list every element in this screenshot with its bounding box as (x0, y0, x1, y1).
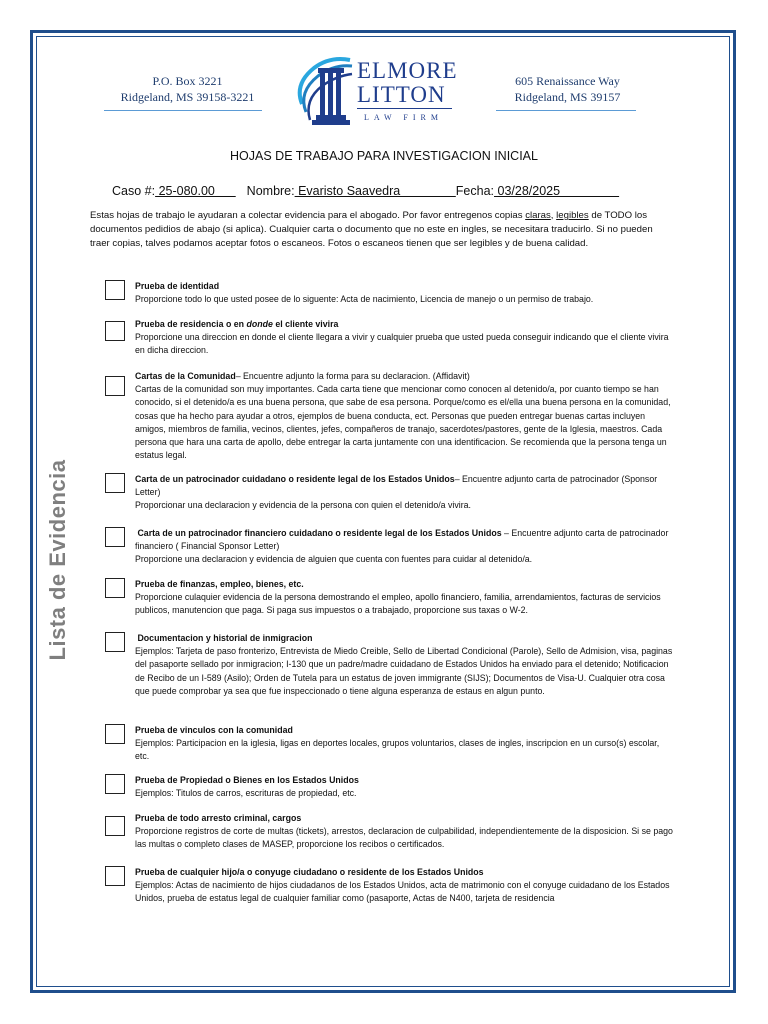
logo-rule (357, 108, 452, 109)
item-description: Ejemplos: Titulos de carros, escrituras de propiedad, etc. (135, 788, 357, 799)
checklist-item-text (135, 318, 675, 358)
firm-logo (292, 54, 462, 130)
checkbox[interactable] (105, 632, 125, 652)
item-title: Prueba de residencia o en donde el cliente vivira (135, 319, 339, 329)
checklist-item-text (135, 724, 675, 764)
checklist-item-text (135, 527, 675, 567)
right-address-line2: Ridgeland, MS 39157 (514, 90, 621, 104)
item-description: Ejemplos: Actas de nacimiento de hijos ciudadanos de los Estados Unidos, acta de matrimonio con el conyuge cuidadano de los Estados Unidos, prueba de estatus legal de cualquier familiar como (pasaporte, Actas de N400, tarjeta de residencia (135, 880, 670, 904)
intro-underline-legibles: legibles (556, 210, 589, 221)
item-description: Proporcione registros de corte de multas (tickets), arrestos, declaracion de culpabilidad, independientemente de la disposicion. Si se pago las multas o completo clases de MASEP, proporcione los recibos o certificados. (135, 826, 673, 850)
sidebar-label: Lista de Evidencia (45, 459, 70, 661)
left-address-line1: P.O. Box 3221 (152, 74, 223, 88)
item-title: Prueba de todo arresto criminal, cargos (135, 813, 302, 823)
intro-text-2: , (550, 210, 557, 221)
left-address (100, 73, 275, 105)
checklist-item-text (135, 280, 675, 306)
checkbox[interactable] (105, 816, 125, 836)
item-description: Ejemplos: Participacion en la iglesia, ligas en deportes locales, grupos voluntarios, clases de ingles, inscripcion en un curso(s) escolar, etc. (135, 738, 660, 762)
item-title-tail: – Encuentre adjunto carta de patrocinador financiero ( Financial Sponsor Letter) (135, 528, 669, 552)
checkbox[interactable] (105, 527, 125, 547)
item-title: Prueba de cualquier hijo/a o conyuge ciudadano o residente de los Estados Unidos (135, 867, 484, 877)
logo-word-elmore: ELMORE (357, 58, 458, 83)
right-address-rule (496, 110, 636, 111)
item-title-tail: – Encuentre adjunto carta de patrocinador (Sponsor Letter) (135, 474, 658, 498)
pillar-swirl-logo-icon (292, 54, 358, 130)
checklist-item-text (135, 774, 675, 800)
logo-word-litton: LITTON (357, 82, 446, 107)
left-address-line2: Ridgeland, MS 39158-3221 (120, 90, 255, 104)
item-description: Proporcione todo lo que usted posee de lo siguente: Acta de nacimiento, Licencia de manejo o un permiso de trabajo. (135, 294, 594, 305)
checkbox[interactable] (105, 866, 125, 886)
date-label: Fecha: (455, 184, 495, 198)
item-title: Carta de un patrocinador cuidadano o residente legal de los Estados Unidos (135, 474, 455, 484)
intro-underline-claras: claras (525, 210, 551, 221)
checklist-item-text (135, 632, 675, 698)
item-description: Cartas de la comunidad son muy importantes. Cada carta tiene que mencionar como conocen al detenido/a, por cuanto tiempo se han conocido, si el detenido/a es una buena persona, que sabe de esa persona. Porque/como es el/ella una buena persona en la comunidad, cosas que ha hecho para ayudar a otros, ejemplos de buena conducta, ect. Personas que pueden entregar buenas cartas incluyen amigos, miembros de familia, vecinos, clientes, jefes, compañeros de tranajo, sacerdotes/pastores, gente de la Iglesia, maestros. Cada persona que hara una carta de apollo, debe entregar la carta juntamente con una identificacion. Se recomienda que la persona tenga un estatus legal. (135, 384, 671, 461)
name-label: Nombre: (246, 184, 295, 198)
name-value[interactable]: Evaristo Saavedra (294, 184, 456, 198)
item-title: Prueba de identidad (135, 281, 220, 291)
left-address-rule (104, 110, 262, 111)
item-title: Cartas de la Comunidad (135, 371, 236, 381)
intro-text-3: de TODO los documentos pedidios de abajo (si aplica). Cualquier carta o documento que no este en ingles, se necesitara traducirlo. Si no pueden traer copias, talves podamos aceptar fotos o escaneos. Fotos o escaneos tienen que ser legibles y de buena calidad. (90, 210, 653, 249)
item-title: Prueba de Propiedad o Bienes en los Estados Unidos (135, 775, 359, 785)
checkbox[interactable] (105, 321, 125, 341)
checkbox[interactable] (105, 774, 125, 794)
checklist-item-text (135, 578, 675, 618)
checkbox[interactable] (105, 376, 125, 396)
case-number-label: Caso #: (112, 184, 156, 198)
item-title: Carta de un patrocinador financiero cuidadano o residente legal de los Estados Unidos (135, 528, 502, 538)
logo-word-law-firm: LAW FIRM (364, 113, 443, 122)
item-description: Proporcionar una declaracion y evidencia de la persona con quien el detenido/a vivira. (135, 500, 471, 511)
right-address-line1: 605 Renaissance Way (515, 74, 620, 88)
item-title: Prueba de vinculos con la comunidad (135, 725, 293, 735)
date-value[interactable]: 03/28/2025 (494, 184, 620, 198)
checklist-item-text (135, 473, 675, 513)
right-address (490, 73, 645, 105)
case-number-value[interactable]: 25-080.00 (155, 184, 236, 198)
item-title: Documentacion y historial de inmigracion (135, 633, 313, 643)
checkbox[interactable] (105, 280, 125, 300)
checkbox[interactable] (105, 473, 125, 493)
checklist-item-text (135, 812, 675, 852)
intro-text-1: Estas hojas de trabajo le ayudaran a colectar evidencia para el abogado. Por favor entregenos copias (90, 210, 526, 221)
checkbox[interactable] (105, 578, 125, 598)
item-title-tail: – Encuentre adjunto la forma para su declaracion. (Affidavit) (235, 371, 470, 381)
item-description: Proporcione culaquier evidencia de la persona demostrando el empleo, apollo financiero, familia, arrendamientos, facturas de servicios publicos, manutencion que paga. Si paga sus impuestos o a trabajado, proporcione sus taxas o W-2. (135, 592, 661, 616)
item-title: Prueba de finanzas, empleo, bienes, etc. (135, 579, 304, 589)
checklist-item-text (135, 370, 675, 462)
case-info-row (112, 184, 619, 198)
document-title: HOJAS DE TRABAJO PARA INVESTIGACION INICIAL (230, 149, 538, 163)
intro-paragraph (90, 209, 675, 251)
checklist-item-text (135, 866, 675, 906)
item-description: Proporcione una declaracion y evidencia de alguien que cuenta con fuentes para cuidar al detenido/a. (135, 554, 533, 565)
item-description: Proporcione una direccion en donde el cliente llegara a vivir y cualquier prueba que usted pueda conseguir indicando que el cliente vivira en dicha direccion. (135, 332, 669, 356)
item-description: Ejemplos: Tarjeta de paso fronterizo, Entrevista de Miedo Creible, Sello de Libertad Condicional (Parole), Sello de Admision, visa, paginas del pasaporte sellado por inmigracion; I-130 que un padre/madre cuidadano de Estados Unidos ha enviado para el detenido; Notificacion de Recibo de un I-589 (Asilo); Orden de Tutela para un estatus de joven immigrante (SIJS); Documentos de Visa-U. Cualquier otra cosa que puede comprobar ya sea que fue inspeccionado o tiene alguna esperanza de estaus en algun punto. (135, 646, 673, 696)
checkbox[interactable] (105, 724, 125, 744)
